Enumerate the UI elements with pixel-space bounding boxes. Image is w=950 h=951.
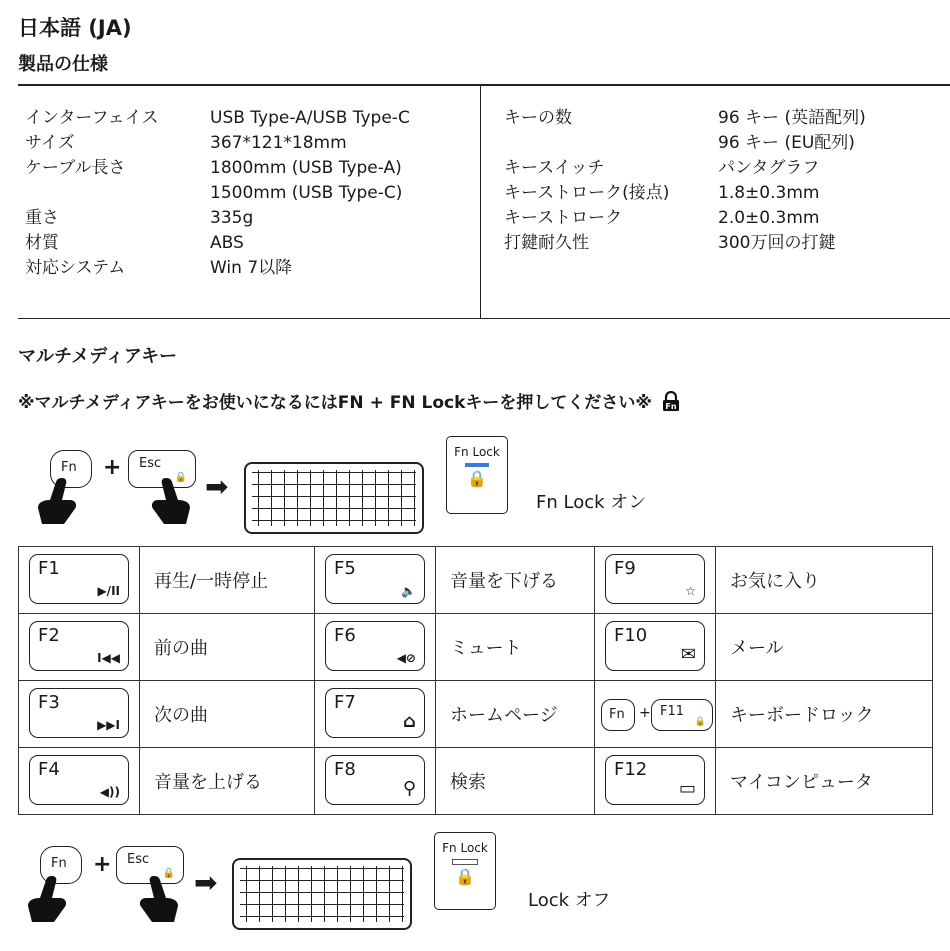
key-label: 再生/一時停止 — [140, 547, 315, 614]
key-label: 前の曲 — [140, 614, 315, 681]
lock-icon: 🔒 — [467, 469, 487, 488]
lock-icon: 🔒 — [162, 868, 175, 879]
fn-lock-indicator-on — [465, 463, 489, 467]
home-icon: ⌂ — [403, 711, 416, 732]
f11-key: F11 🔒 — [651, 699, 713, 731]
key-label: マイコンピュータ — [716, 748, 933, 815]
spec-title: 製品の仕様 — [18, 54, 108, 75]
spec-right-labels: キーの数 キースイッチ キーストローク(接点) キーストローク 打鍵耐久性 — [504, 108, 670, 253]
computer-icon: ▭ — [678, 778, 696, 799]
next-track-icon: ▶▶I — [97, 718, 120, 732]
f3-key: F3 ▶▶I — [29, 688, 129, 738]
arrow-right-icon: ➡ — [205, 470, 229, 503]
multimedia-note — [18, 388, 680, 413]
fn-lock-callout: Fn Lock 🔒 — [434, 832, 496, 910]
multimedia-title: マルチメディアキー — [18, 346, 178, 367]
f10-key: F10 ✉ — [605, 621, 705, 671]
fn-lock-indicator-off — [452, 859, 478, 865]
search-icon: ⚲ — [402, 778, 416, 799]
divider-top — [18, 84, 950, 86]
fn-key-illustration: Fn — [50, 450, 92, 488]
f9-key: F9 ☆ — [605, 554, 705, 604]
mail-icon: ✉ — [680, 644, 696, 665]
spec-column-divider — [480, 84, 481, 318]
esc-key-illustration: Esc 🔒 — [128, 450, 196, 488]
table-row — [19, 748, 933, 815]
lock-icon: 🔒 — [455, 867, 475, 886]
spec-left-labels: インターフェイス サイズ ケーブル長さ 重さ 材質 対応システム — [25, 108, 159, 278]
key-label: ミュート — [436, 614, 595, 681]
hand-pointer-icon — [150, 478, 192, 526]
f1-key: F1 ▶/II — [29, 554, 129, 604]
plus-sign: + — [93, 852, 112, 877]
volume-up-icon: ◀)) — [99, 785, 120, 799]
divider-bottom — [18, 318, 950, 319]
key-label: 音量を下げる — [436, 547, 595, 614]
hand-pointer-icon — [138, 876, 180, 924]
f4-key: F4 ◀)) — [29, 755, 129, 805]
spec-right-values: 96 キー (英語配列) 96 キー (EU配列) パンタグラフ 1.8±0.3mm 2.0±0.3mm 300万回の打鍵 — [718, 108, 866, 253]
arrow-right-icon: ➡ — [194, 866, 218, 899]
previous-track-icon: I◀◀ — [97, 651, 120, 665]
f7-key: F7 ⌂ — [325, 688, 425, 738]
key-label: 検索 — [436, 748, 595, 815]
hand-pointer-icon — [36, 478, 78, 526]
table-row — [19, 614, 933, 681]
multimedia-key-table — [18, 546, 933, 815]
svg-text:Fn: Fn — [665, 401, 677, 411]
mute-icon: ◀⊘ — [396, 651, 416, 665]
plus-sign: + — [639, 705, 651, 721]
fn-lock-on-label: Fn Lock オン — [536, 492, 647, 513]
keyboard-illustration — [232, 858, 412, 930]
key-label: キーボードロック — [716, 681, 933, 748]
key-label: メール — [716, 614, 933, 681]
fn-key-illustration: Fn — [601, 699, 635, 731]
esc-key-illustration: Esc 🔒 — [116, 846, 184, 884]
plus-sign: + — [103, 455, 122, 480]
volume-down-icon: 🔈 — [401, 584, 416, 598]
f8-key: F8 ⚲ — [325, 755, 425, 805]
f5-key: F5 🔈 — [325, 554, 425, 604]
fn-lock-callout: Fn Lock 🔒 — [446, 436, 508, 514]
fn-lock-off-label: Lock オフ — [528, 890, 611, 911]
f6-key: F6 ◀⊘ — [325, 621, 425, 671]
fn-key-illustration: Fn — [40, 846, 82, 884]
spec-left-values: USB Type-A/USB Type-C 367*121*18mm 1800mm (USB Type-A) 1500mm (USB Type-C) 335g ABS Win 7以降 — [210, 108, 410, 278]
hand-pointer-icon — [26, 876, 68, 924]
table-row — [19, 547, 933, 614]
lock-icon: 🔒 — [694, 717, 706, 727]
f12-key: F12 ▭ — [605, 755, 705, 805]
key-label: ホームページ — [436, 681, 595, 748]
table-row — [19, 681, 933, 748]
lock-icon: 🔒 — [174, 472, 187, 483]
fn-lock-icon — [662, 391, 680, 411]
multimedia-note-text: ※マルチメディアキーをお使いになるにはFN + FN Lockキーを押してください※ — [18, 393, 652, 413]
f2-key: F2 I◀◀ — [29, 621, 129, 671]
key-label: 音量を上げる — [140, 748, 315, 815]
key-label: お気に入り — [716, 547, 933, 614]
key-label: 次の曲 — [140, 681, 315, 748]
favorites-icon: ☆ — [685, 584, 696, 598]
play-pause-icon: ▶/II — [97, 584, 120, 598]
keyboard-illustration — [244, 462, 424, 534]
language-heading: 日本語 (JA) — [18, 16, 132, 40]
